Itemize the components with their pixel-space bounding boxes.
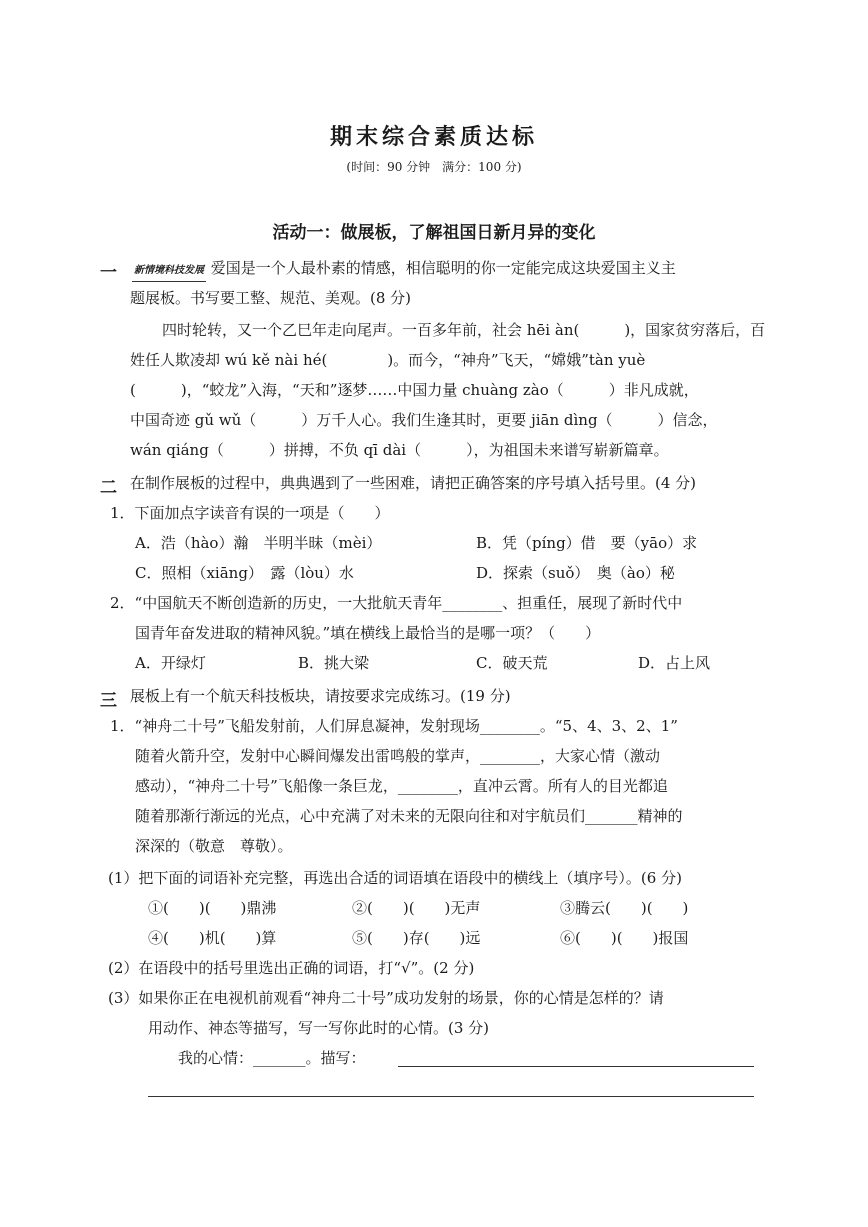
q3-word-blank[interactable]: ③腾云( )( ) [560,899,689,917]
q2-sub1-option-b[interactable]: B．凭（píng）借 要（yāo）求 [476,534,698,552]
q1-number: 一 [100,263,117,283]
q1-prompt-line1 [132,258,676,282]
q2-sub2-option-c[interactable]: C．破天荒 [476,654,548,672]
q2-sub2-option-a[interactable]: A．开绿灯 [135,654,206,672]
q2-sub2-option-b[interactable]: B．挑大梁 [298,654,370,672]
q2-sub1-option-d[interactable]: D．探索（suǒ） 奥（ào）秘 [476,564,675,582]
q2-prompt: 在制作展板的过程中，典典遇到了一些困难，请把正确答案的序号填入括号里。(4 分) [130,474,697,492]
q1-passage-line: ( )，“蛟龙”入海，“天和”逐梦……中国力量 chuàng zào（ ）非凡成就， [130,381,699,399]
q2-sub2-option-d[interactable]: D．占上风 [638,654,711,672]
q3-word-blank[interactable]: ④( )机( )算 [148,929,277,947]
q3-number: 三 [100,691,117,711]
q3-word-blank[interactable]: ⑥( )( )报国 [560,929,689,947]
q3-passage-line: 随着那渐行渐远的光点，心中充满了对未来的无限向往和对宇航员们_______精神的 [135,807,683,825]
q3-word-blank[interactable]: ⑤( )存( )远 [352,929,481,947]
page-subtitle: (时间：90 分钟 满分：100 分) [346,160,522,174]
q1-prompt-text: 爱国是一个人最朴素的情感，相信聪明的你一定能完成这块爱国主义主 [210,259,676,277]
q3-passage-line: 深深的（敬意 尊敬）。 [135,837,293,855]
q3-mood-label: 我的心情：_______。描写： [178,1049,366,1067]
q3-prompt: 展板上有一个航天科技板块，请按要求完成练习。(19 分) [130,687,511,705]
answer-line[interactable] [148,1096,754,1097]
q3-sub3-stem: (3）如果你正在电视机前观看“神舟二十号”成功发射的场景，你的心情是怎样的？请 [108,989,664,1007]
page-title: 期末综合素质达标 [329,125,538,150]
q3-word-blank[interactable]: ①( )( )鼎沸 [148,899,277,917]
q2-sub2-stem: 国青年奋发进取的精神风貌。”填在横线上最恰当的是哪一项？（ ） [135,624,601,642]
q2-sub1-stem: 1．下面加点字读音有误的一项是（ ） [110,504,390,522]
q2-number: 二 [100,478,117,498]
q2-sub1-option-c[interactable]: C．照相（xiāng） 露（lòu）水 [135,564,354,582]
q1-prompt-line2: 题展板。书写要工整、规范、美观。(8 分) [130,289,412,307]
q1-passage-line: 姓任人欺凌却 wú kě nài hé( )。而今，“神舟”飞天，“嫦娥”tàn yuè [130,351,646,369]
q3-passage-line: 1．“神舟二十号”飞船发射前，人们屏息凝神，发射现场________。“5、4、3、2、1” [110,717,678,735]
q2-sub1-option-a[interactable]: A．浩（hào）瀚 半明半昧（mèi） [135,534,382,552]
q1-passage-line: 四时轮转，又一个乙巳年走向尾声。一百多年前，社会 hēi àn( )，国家贫穷落后，百 [162,321,766,339]
q3-sub1-stem: (1）把下面的词语补充完整，再选出合适的词语填在语段中的横线上（填序号）。(6 分) [108,869,682,887]
q1-passage-line: 中国奇迹 gǔ wǔ（ ）万千人心。我们生逢其时，更要 jiān dìng（ ）信念， [130,411,718,429]
answer-line[interactable] [398,1066,754,1067]
q1-tag: 新情境科技发展 [132,261,206,282]
q3-word-blank[interactable]: ②( )( )无声 [352,899,481,917]
activity-heading: 活动一：做展板，了解祖国日新月异的变化 [272,223,596,243]
q3-passage-line: 随着火箭升空，发射中心瞬间爆发出雷鸣般的掌声，________，大家心情（激动 [135,747,661,765]
q3-sub2-stem: (2）在语段中的括号里选出正确的词语，打“√”。(2 分) [108,959,475,977]
q3-passage-line: 感动），“神舟二十号”飞船像一条巨龙，________，直冲云霄。所有人的目光都追 [135,777,668,795]
q2-sub2-stem: 2．“中国航天不断创造新的历史，一大批航天青年________、担重任，展现了新时代中 [110,594,683,612]
q1-passage-line: wán qiáng（ ）拼搏，不负 qī dài（ ），为祖国未来谱写崭新篇章。 [130,441,669,459]
q3-sub3-stem: 用动作、神态等描写，写一写你此时的心情。(3 分) [148,1019,490,1037]
